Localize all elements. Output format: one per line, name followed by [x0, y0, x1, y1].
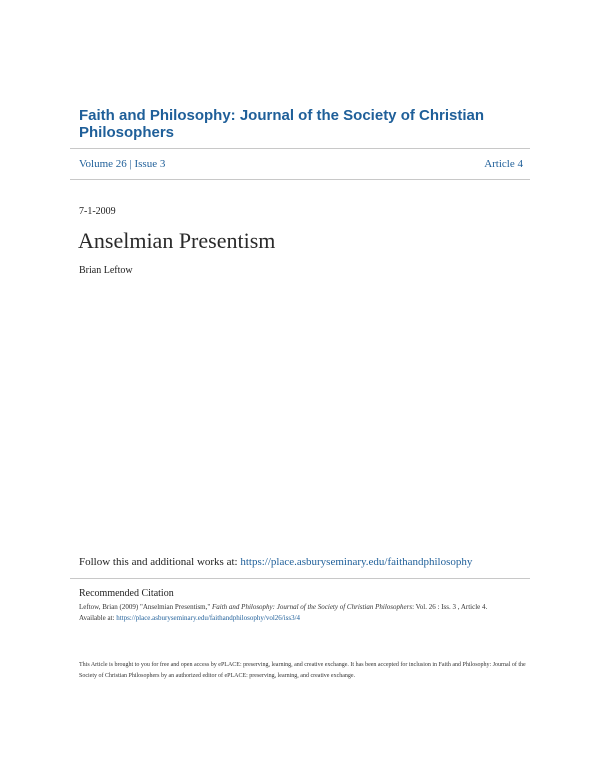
- follow-works-link[interactable]: https://place.asburyseminary.edu/faithandphilosophy: [240, 556, 473, 568]
- publication-date: 7-1-2009: [79, 206, 116, 217]
- issue-link[interactable]: Issue 3: [134, 158, 166, 170]
- header-top-divider: [70, 148, 530, 149]
- volume-issue-separator: |: [126, 158, 135, 170]
- available-at-link[interactable]: https://place.asburyseminary.edu/faithandphilosophy/vol26/iss3/4: [116, 614, 301, 622]
- citation-block: [79, 602, 529, 624]
- follow-works-line: [79, 555, 472, 569]
- article-number-wrap: [484, 157, 523, 171]
- citation-journal-name: Faith and Philosophy: Journal of the Society of Christian Philosophers: [212, 603, 413, 611]
- citation-text-prefix: Leftow, Brian (2009) "Anselmian Presentism,": [79, 603, 212, 611]
- header-bottom-divider: [70, 179, 530, 180]
- journal-title[interactable]: Faith and Philosophy: Journal of the Society of Christian Philosophers: [79, 107, 485, 141]
- recommended-citation-heading: Recommended Citation: [79, 588, 174, 599]
- access-notice: This Article is brought to you for free and open access by ePLACE: preserving, learning, and creative exchange. It has been accepted for inclusion in Faith and Philosophy: Journal of the Society of Christian Philosophers by an authorized editor of ePLACE: preserving, learning, and creative exchange.: [79, 662, 526, 679]
- citation-text-suffix: : Vol. 26 : Iss. 3 , Article 4.: [412, 603, 488, 611]
- volume-issue-bar: [79, 157, 523, 171]
- available-at-label: Available at:: [79, 614, 117, 622]
- article-title: Anselmian Presentism: [78, 228, 276, 253]
- volume-issue-links: [79, 157, 165, 171]
- author-name: Brian Leftow: [79, 265, 133, 276]
- citation-divider: [70, 578, 530, 579]
- article-number-link[interactable]: Article 4: [484, 158, 523, 170]
- follow-prefix: Follow this and additional works at:: [79, 556, 241, 568]
- volume-link[interactable]: Volume 26: [79, 158, 127, 170]
